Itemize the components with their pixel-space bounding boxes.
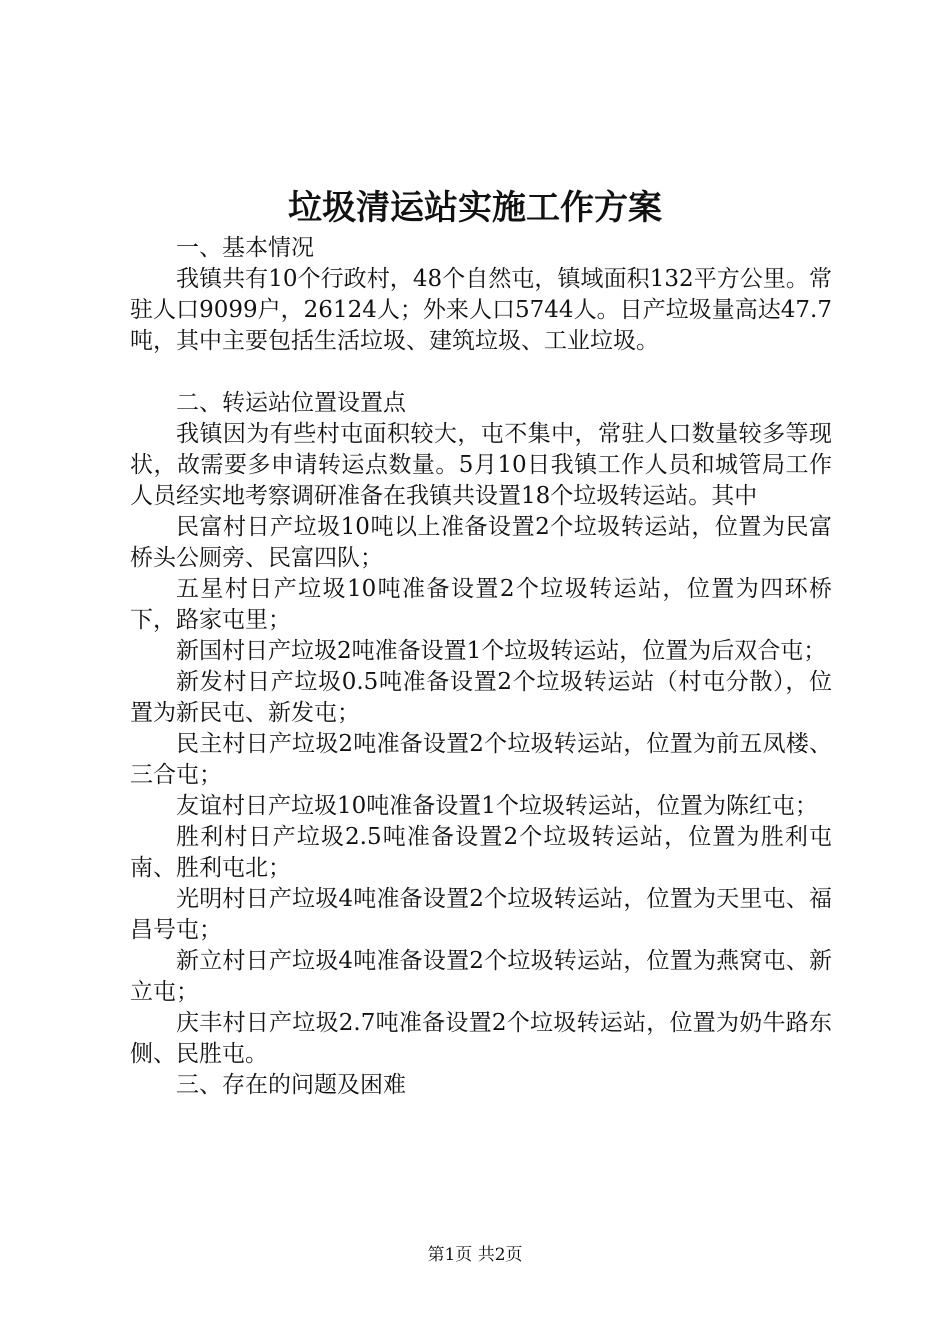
station-item-xinguo: 新国村日产垃圾2吨准备设置1个垃圾转运站，位置为后双合屯； — [176, 638, 827, 664]
station-item-xinli: 新立村日产垃圾4吨准备设置2个垃圾转运站，位置为燕窝屯、新立屯； — [130, 948, 832, 1005]
document-title: 垃圾清运站实施工作方案 — [288, 188, 662, 228]
station-item-minfu: 民富村日产垃圾10吨以上准备设置2个垃圾转运站，位置为民富桥头公厕旁、民富四队； — [130, 514, 832, 571]
basic-info-paragraph: 我镇共有10个行政村，48个自然屯，镇域面积132平方公里。常驻人口9099户，26124人；外来人口5744人。日产垃圾量高达47.7吨，其中主要包括生活垃圾、建筑垃圾、工业垃圾。 — [130, 266, 832, 354]
section-heading-problems: 三、存在的问题及困难 — [176, 1072, 406, 1098]
page-footer: 第1页 共2页 — [427, 1245, 523, 1265]
station-locations-intro: 我镇因为有些村屯面积较大，屯不集中，常驻人口数量较多等现状，故需要多申请转运点数量。5月10日我镇工作人员和城管局工作人员经实地考察调研准备在我镇共设置18个垃圾转运站。其中 — [130, 421, 832, 509]
station-item-xinfa: 新发村日产垃圾0.5吨准备设置2个垃圾转运站（村屯分散），位置为新民屯、新发屯； — [130, 669, 832, 726]
section-heading-station-locations: 二、转运站位置设置点 — [176, 390, 406, 416]
station-item-minzhu: 民主村日产垃圾2吨准备设置2个垃圾转运站，位置为前五凤楼、三合屯； — [130, 731, 832, 788]
document-body — [130, 233, 832, 1101]
section-heading-basic-info: 一、基本情况 — [176, 235, 314, 261]
station-item-youyi: 友谊村日产垃圾10吨准备设置1个垃圾转运站，位置为陈红屯； — [176, 793, 818, 819]
station-item-guangming: 光明村日产垃圾4吨准备设置2个垃圾转运站，位置为天里屯、福昌号屯； — [130, 886, 832, 943]
station-item-shengli: 胜利村日产垃圾2.5吨准备设置2个垃圾转运站，位置为胜利屯南、胜利屯北； — [130, 824, 832, 881]
station-item-wuxing: 五星村日产垃圾10吨准备设置2个垃圾转运站，位置为四环桥下，路家屯里； — [130, 576, 832, 633]
paragraph-spacer — [130, 357, 832, 388]
station-item-qingfeng: 庆丰村日产垃圾2.7吨准备设置2个垃圾转运站，位置为奶牛路东侧、民胜屯。 — [130, 1010, 832, 1067]
